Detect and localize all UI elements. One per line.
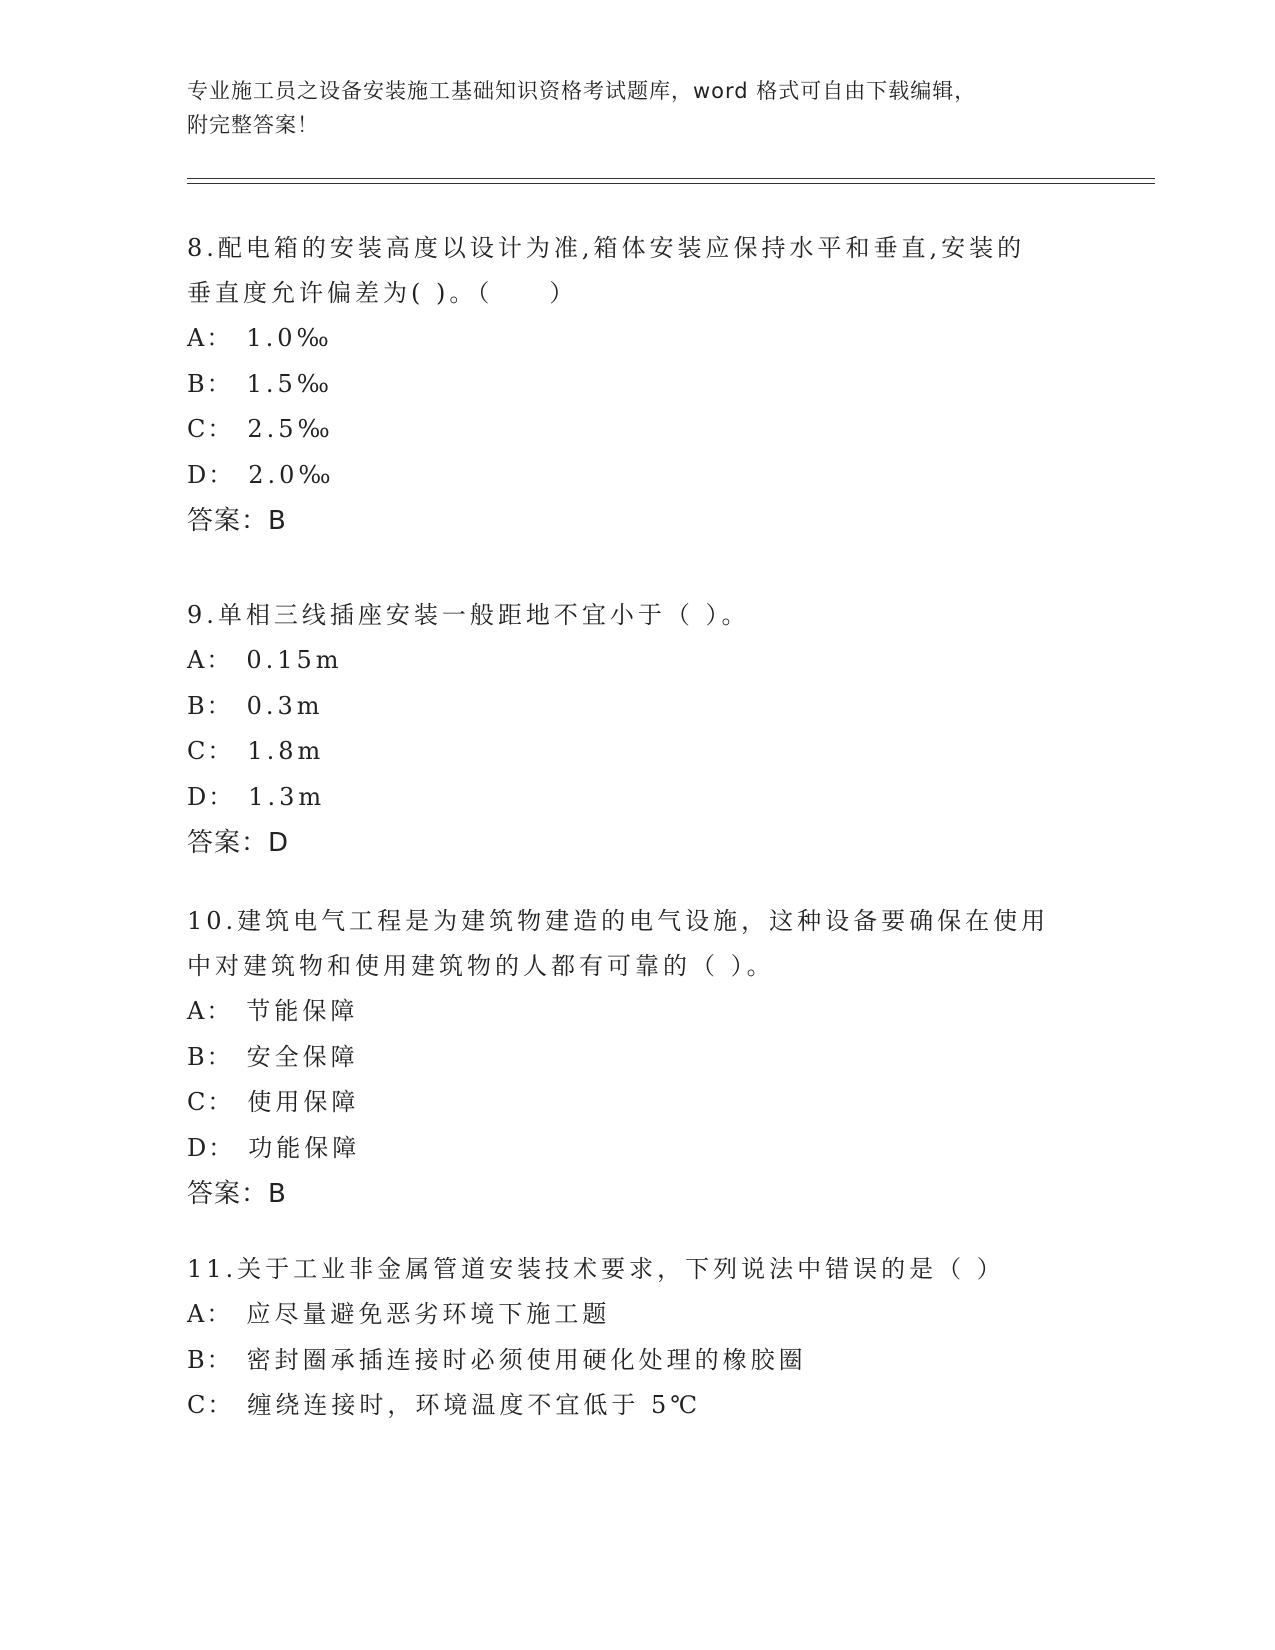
option-c: [187, 729, 1087, 775]
option-a: [187, 316, 1087, 362]
option-d: [187, 1126, 1087, 1172]
option-c: [187, 1080, 1087, 1126]
option-key: A：: [187, 646, 233, 674]
option-text: 2.5‰: [247, 415, 334, 443]
option-text: 1.8m: [247, 737, 325, 765]
question-stem-line-1: 8.配电箱的安装高度以设计为准,箱体安装应保持水平和垂直,安装的: [187, 234, 1026, 262]
option-text: 密封圈承插连接时必须使用硬化处理的橡胶圈: [246, 1345, 807, 1374]
option-key: A：: [187, 324, 233, 352]
option-text: 使用保障: [247, 1088, 360, 1116]
option-a: [187, 638, 1087, 684]
option-text: 1.3m: [248, 782, 326, 811]
header-line-1: 专业施工员之设备安装施工基础知识资格考试题库，word 格式可自由下载编辑，: [187, 79, 977, 103]
option-key: B：: [187, 1042, 233, 1071]
option-key: D：: [187, 460, 235, 489]
header-divider-bottom: [187, 183, 1155, 184]
option-key: B：: [187, 691, 233, 720]
question-stem-line-2: 垂直度允许偏差为( )。（ ）: [187, 279, 578, 307]
header-line-2: 附完整答案！: [187, 113, 319, 137]
option-text: 1.5‰: [246, 369, 334, 398]
option-text: 节能保障: [246, 997, 359, 1025]
answer: 答案：B: [187, 506, 287, 536]
option-key: C：: [187, 415, 234, 443]
option-text: 0.3m: [246, 691, 324, 720]
option-a: [187, 1292, 1087, 1338]
option-c: [187, 1383, 1087, 1429]
question-10: [187, 899, 1087, 1217]
option-key: B：: [187, 369, 233, 398]
option-b: [187, 362, 1087, 408]
option-text: 应尽量避免恶劣环境下施工题: [246, 1300, 611, 1328]
option-d: [187, 775, 1087, 821]
header-divider-top: [187, 178, 1155, 179]
option-key: C：: [187, 1391, 234, 1419]
option-d: [187, 453, 1087, 499]
option-text: 2.0‰: [248, 460, 335, 489]
option-b: [187, 1035, 1087, 1081]
option-text: 功能保障: [248, 1133, 361, 1162]
option-key: C：: [187, 737, 234, 765]
question-9: [187, 593, 1087, 866]
option-b: [187, 684, 1087, 730]
question-stem-line-1: 9.单相三线插座安装一般距地不宜小于（ ）。: [187, 601, 750, 629]
option-key: B：: [187, 1345, 233, 1374]
answer: 答案：D: [187, 828, 290, 858]
answer: 答案：B: [187, 1179, 287, 1209]
option-key: C：: [187, 1088, 234, 1116]
option-b: [187, 1338, 1087, 1384]
option-text: 安全保障: [246, 1042, 359, 1071]
question-stem-line-1: 11.关于工业非金属管道安装技术要求，下列说法中错误的是（ ）: [187, 1255, 1005, 1283]
option-key: D：: [187, 782, 235, 811]
option-text: 1.0‰: [246, 324, 333, 352]
option-key: D：: [187, 1133, 235, 1162]
option-c: [187, 407, 1087, 453]
option-key: A：: [187, 997, 233, 1025]
option-a: [187, 989, 1087, 1035]
document-header: [187, 74, 1067, 142]
question-8: [187, 226, 1087, 544]
option-text: 缠绕连接时，环境温度不宜低于 5℃: [247, 1391, 702, 1419]
question-11: [187, 1247, 1087, 1429]
option-key: A：: [187, 1300, 233, 1328]
option-text: 0.15m: [246, 646, 343, 674]
question-stem-line-2: 中对建筑物和使用建筑物的人都有可靠的（ ）。: [187, 952, 775, 980]
question-stem-line-1: 10.建筑电气工程是为建筑物建造的电气设施，这种设备要确保在使用: [187, 907, 1050, 935]
